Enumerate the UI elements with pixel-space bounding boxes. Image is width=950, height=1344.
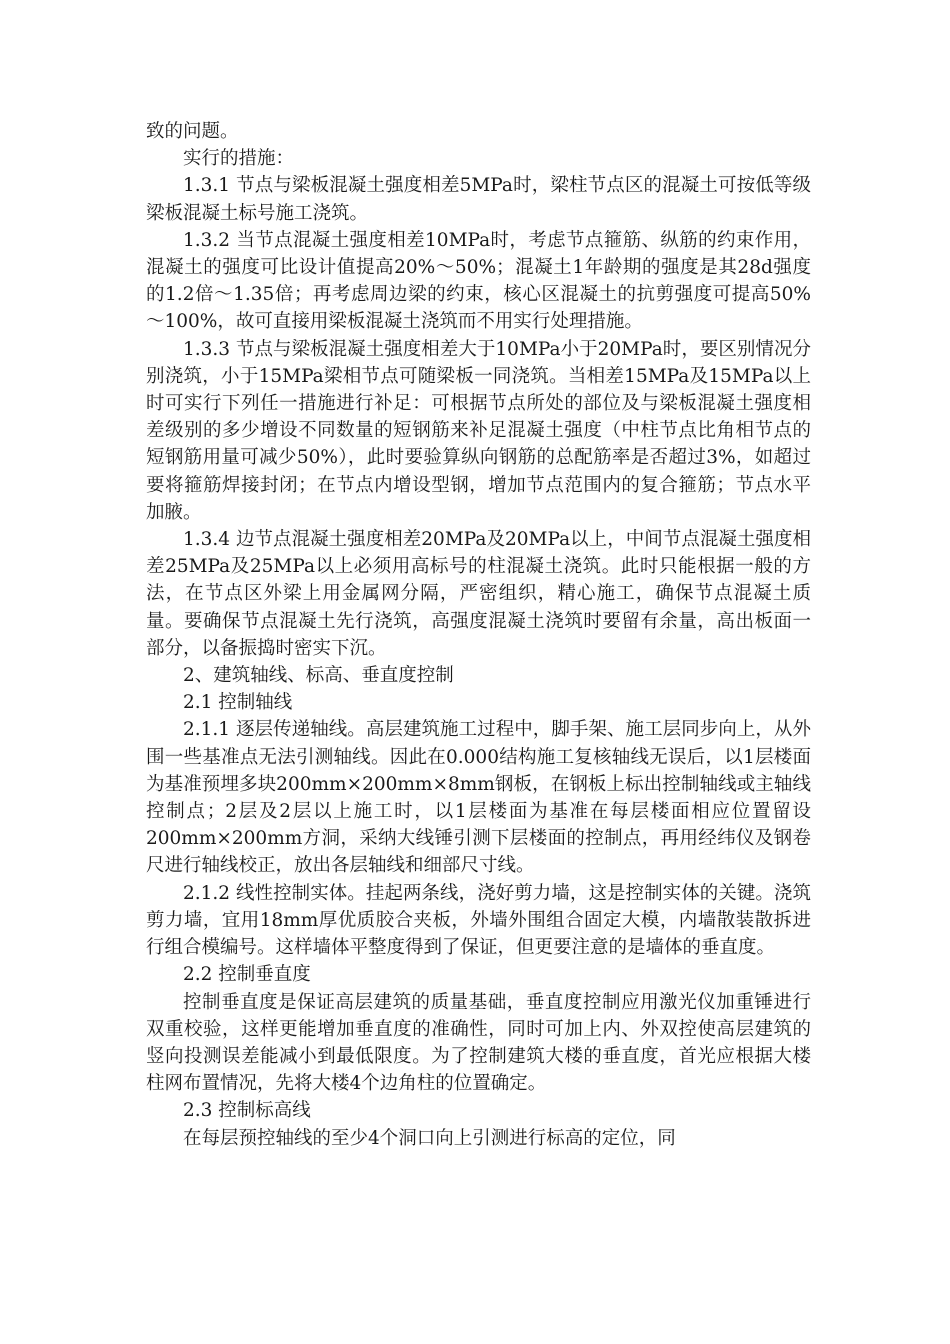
paragraph-1-3-4: 1.3.4 边节点混凝土强度相差20MPa及20MPa以上，中间节点混凝土强度相差25MPa及25MPa以上必须用高标号的柱混凝土浇筑。此时只能根据一般的方法，在节点区外梁上用金属网分隔，严密组织，精心施工，确保节点混凝土质量。要确保节点混凝土先行浇筑，高强度混凝土浇筑时要留有余量，高出板面一部分，以备振捣时密实下沉。: [146, 529, 811, 659]
section-heading-2-2: 2.2 控制垂直度: [183, 964, 311, 986]
paragraph-2-3-body: 在每层预控轴线的至少4个洞口向上引测进行标高的定位，同: [183, 1127, 676, 1149]
paragraph-1-3-1: 1.3.1 节点与梁板混凝土强度相差5MPa时，梁柱节点区的混凝土可按低等级梁板混凝土标号施工浇筑。: [146, 175, 811, 224]
paragraph-measures-intro: 实行的措施：: [183, 148, 295, 170]
paragraph-2-1-2: 2.1.2 线性控制实体。挂起两条线，浇好剪力墙，这是控制实体的关键。浇筑剪力墙，宜用18mm厚优质胶合夹板，外墙外围组合固定大模，内墙散装散拆进行组合模编号。这样墙体平整度得到了保证，但更要注意的是墙体的垂直度。: [146, 882, 811, 959]
paragraph-1-3-2: 1.3.2 当节点混凝土强度相差10MPa时，考虑节点箍筋、纵筋的约束作用，混凝土的强度可比设计值提高20%～50%；混凝土1年龄期的强度是其28d强度的1.2倍～1.35倍；再考虑周边梁的约束，核心区混凝土的抗剪强度可提高50%～100%，故可直接用梁板混凝土浇筑而不用实行处理措施。: [146, 229, 811, 333]
paragraph-2-1-1: 2.1.1 逐层传递轴线。高层建筑施工过程中，脚手架、施工层同步向上，从外围一些基准点无法引测轴线。因此在0.000结构施工复核轴线无误后，以1层楼面为基准预埋多块200mm×200mm×8mm钢板，在钢板上标出控制轴线或主轴线控制点；2层及2层以上施工时，以1层楼面为基准在每层楼面相应位置留设200mm×200mm方洞，采纳大线锤引测下层楼面的控制点，再用经纬仪及钢卷尺进行轴线校正，放出各层轴线和细部尺寸线。: [146, 719, 811, 877]
section-heading-2: 2、建筑轴线、标高、垂直度控制: [183, 665, 454, 687]
paragraph-continuation: 致的问题。: [146, 121, 239, 142]
paragraph-1-3-3: 1.3.3 节点与梁板混凝土强度相差大于10MPa小于20MPa时，要区别情况分别浇筑，小于15MPa梁相节点可随梁板一同浇筑。当相差15MPa及15MPa以上时可实行下列任一措施进行补足：可根据节点所处的部位及与梁板混凝土强度相差级别的多少增设不同数量的短钢筋来补足混凝土强度（中柱节点比角相节点的短钢筋用量可减少50%），此时要验算纵向钢筋的总配筋率是否超过3%，如超过要将箍筋焊接封闭；在节点内增设型钢，增加节点范围内的复合箍筋；节点水平加腋。: [146, 338, 811, 523]
section-heading-2-3: 2.3 控制标高线: [183, 1100, 311, 1122]
paragraph-2-2-body: 控制垂直度是保证高层建筑的质量基础，垂直度控制应用激光仪加重锤进行双重校验，这样更能增加垂直度的准确性，同时可加上内、外双控使高层建筑的竖向投测误差能减小到最低限度。为了控制建筑大楼的垂直度，首光应根据大楼柱网布置情况，先将大楼4个边角柱的位置确定。: [146, 991, 811, 1095]
section-heading-2-1: 2.1 控制轴线: [183, 692, 293, 714]
document-page: [146, 118, 811, 1152]
